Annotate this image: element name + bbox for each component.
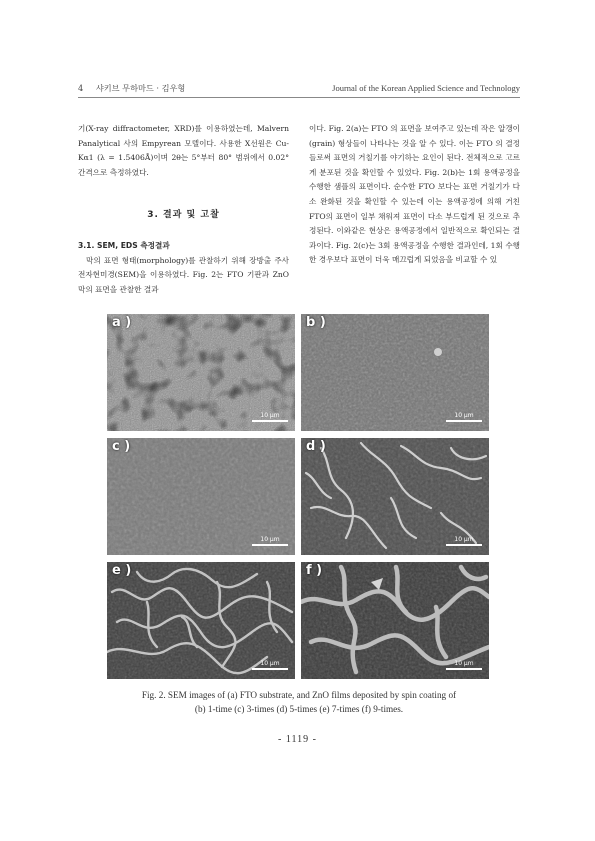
scale-bar-b [446,412,482,422]
panel-label-e: e ) [112,563,132,578]
scale-bar-d [446,536,482,546]
panel-label-c: c ) [112,439,131,454]
sem-panel-b [301,314,489,431]
left-paragraph-1: 기(X-ray diffractometer, XRD)를 이용하였는데, Malvern Panalytical 사의 Empyrean 모델이다. 사용한 X선원은 Cu-Kα1 (λ = 1.5406Å)이며 2θ는 5°부터 80° 범위에서 0.02° 간격으로 측정하였다. [78,124,289,177]
left-paragraph-2: 막의 표면 형태(morphology)를 관찰하기 위해 장방출 주사전자현미경(SEM)을 이용하였다. Fig. 2는 FTO 기판과 ZnO 막의 표면을 관찰한 결과 [78,255,289,294]
scale-label-e: 10 μm [260,660,280,667]
header-rule [78,97,520,98]
caption-line-2: (b) 1-time (c) 3-times (d) 5-times (e) 7-times (f) 9-times. [194,704,404,714]
scale-label-b: 10 μm [454,412,474,419]
running-header [78,83,520,97]
scale-bar-a [252,412,288,422]
scale-label-c: 10 μm [260,536,280,543]
figure-caption [78,688,520,716]
scale-label-a: 10 μm [260,412,280,419]
subsection-title: 3.1. SEM, EDS 측정결과 [78,240,170,250]
sem-figure [107,314,489,680]
header-page-number: 4 [78,83,84,93]
panel-label-f: f ) [306,563,323,578]
panel-label-d: d ) [306,439,326,454]
scale-bar-c [252,536,288,546]
scale-bar-e [252,660,288,670]
panel-label-a: a ) [112,315,132,330]
right-column [309,122,520,268]
scale-label-d: 10 μm [454,536,474,543]
header-journal: Journal of the Korean Applied Science and Technology [332,83,520,93]
sem-panel-d [301,438,489,555]
sem-panel-c [107,438,295,555]
sem-panel-a [107,314,295,431]
sem-panel-e [107,562,295,679]
panel-label-b: b ) [306,315,326,330]
sem-panel-f [301,562,489,679]
right-paragraph: 이다. Fig. 2(a)는 FTO 의 표면을 보여주고 있는데 작은 알갱이(grain) 형상들이 나타나는 것을 알 수 있다. 이는 FTO 의 결정들로써 표면의 거칠기를 야기하는 요인이 된다. 전체적으로 고르게 분포된 것을 확인할 수 있었다. Fig. 2(b)는 1회 용액공정을 수행한 샘플의 표면이다. 순수한 FTO 보다는 표면 거칠기가 다소 완화된 것을 확인할 수 있는데 이는 용액공정에 의해 거친 FTO의 표면이 일부 채워져 표면이 다소 부드럽게 된 것으로 추정된다. 이와같은 현상은 용액공정에서 일반적으로 확인되는 결과이다. Fig. 2(c)는 3회 용액공정을 수행한 결과인데, 1회 수행한 경우보다 표면이 더욱 매끄럽게 되었음을 비교할 수 있 [309,124,520,265]
section-title: 3. 결과 및 고찰 [147,210,220,221]
scale-label-f: 10 μm [454,660,474,667]
caption-line-1: Fig. 2. SEM images of (a) FTO substrate, and ZnO films deposited by spin coating of [141,690,457,700]
left-column [78,122,289,297]
scale-bar-f [446,660,482,670]
footer-page-number: - 1119 - [278,734,317,745]
header-authors: 샤키브 무하마드 · 김우형 [95,83,186,93]
